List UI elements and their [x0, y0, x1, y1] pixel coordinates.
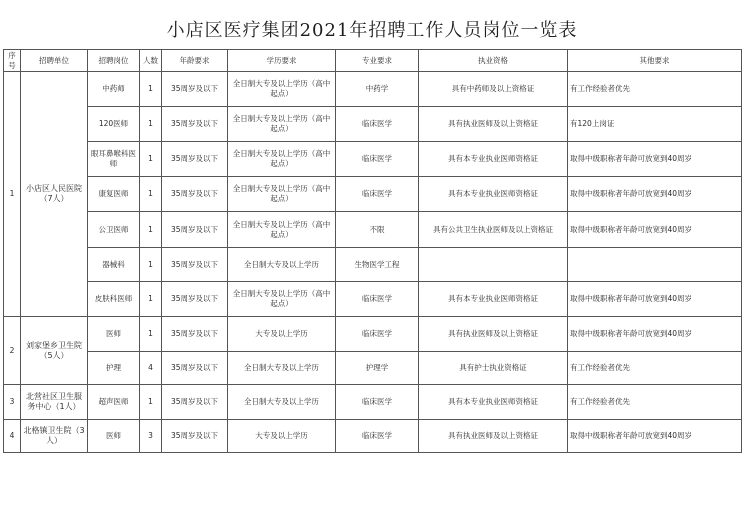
- other-cell: 取得中级职称者年龄可放宽到40周岁: [568, 282, 742, 317]
- other-cell: 有工作经验者优先: [568, 385, 742, 420]
- table-row: [4, 107, 742, 142]
- education-cell: 全日制大专及以上学历: [228, 248, 336, 282]
- count-cell: 1: [140, 212, 162, 248]
- major-cell: 临床医学: [336, 107, 419, 142]
- header-count: 人数: [140, 50, 162, 72]
- count-cell: 1: [140, 142, 162, 177]
- count-cell: 1: [140, 72, 162, 107]
- certificate-cell: [419, 248, 568, 282]
- post-cell: 护理: [88, 352, 140, 385]
- major-cell: 临床医学: [336, 385, 419, 420]
- count-cell: 3: [140, 420, 162, 453]
- post-cell: 皮肤科医师: [88, 282, 140, 317]
- education-cell: 大专及以上学历: [228, 420, 336, 453]
- unit-no: 2: [4, 317, 21, 385]
- education-cell: 全日制大专及以上学历（高中起点）: [228, 177, 336, 212]
- other-cell: 取得中级职称者年龄可放宽到40周岁: [568, 142, 742, 177]
- post-cell: 120医师: [88, 107, 140, 142]
- table-row: [4, 420, 742, 453]
- major-cell: 临床医学: [336, 317, 419, 352]
- other-cell: 有120上岗证: [568, 107, 742, 142]
- age-cell: 35周岁及以下: [162, 107, 228, 142]
- header-certificate: 执业资格: [419, 50, 568, 72]
- major-cell: 临床医学: [336, 420, 419, 453]
- education-cell: 全日制大专及以上学历（高中起点）: [228, 142, 336, 177]
- post-cell: 超声医师: [88, 385, 140, 420]
- count-cell: 1: [140, 317, 162, 352]
- table-row: [4, 385, 742, 420]
- table-row: [4, 72, 742, 107]
- table-row: [4, 142, 742, 177]
- count-cell: 1: [140, 177, 162, 212]
- table-row: [4, 352, 742, 385]
- header-other: 其他要求: [568, 50, 742, 72]
- age-cell: 35周岁及以下: [162, 72, 228, 107]
- table-row: [4, 248, 742, 282]
- other-cell: 有工作经验者优先: [568, 72, 742, 107]
- other-cell: 取得中级职称者年龄可放宽到40周岁: [568, 317, 742, 352]
- count-cell: 1: [140, 282, 162, 317]
- count-cell: 1: [140, 107, 162, 142]
- major-cell: 护理学: [336, 352, 419, 385]
- age-cell: 35周岁及以下: [162, 248, 228, 282]
- header-post: 招聘岗位: [88, 50, 140, 72]
- post-cell: 器械科: [88, 248, 140, 282]
- other-cell: 取得中级职称者年龄可放宽到40周岁: [568, 420, 742, 453]
- header-education: 学历要求: [228, 50, 336, 72]
- unit-no: 3: [4, 385, 21, 420]
- other-cell: [568, 248, 742, 282]
- age-cell: 35周岁及以下: [162, 212, 228, 248]
- major-cell: 临床医学: [336, 282, 419, 317]
- education-cell: 全日制大专及以上学历: [228, 352, 336, 385]
- count-cell: 1: [140, 385, 162, 420]
- major-cell: 临床医学: [336, 142, 419, 177]
- major-cell: 临床医学: [336, 177, 419, 212]
- certificate-cell: 具有执业医师及以上资格证: [419, 420, 568, 453]
- age-cell: 35周岁及以下: [162, 420, 228, 453]
- table-header-row: [4, 50, 742, 72]
- other-cell: 取得中级职称者年龄可放宽到40周岁: [568, 177, 742, 212]
- certificate-cell: 具有执业医师及以上资格证: [419, 317, 568, 352]
- header-no: 序号: [4, 50, 21, 72]
- count-cell: 4: [140, 352, 162, 385]
- age-cell: 35周岁及以下: [162, 177, 228, 212]
- certificate-cell: 具有本专业执业医师资格证: [419, 177, 568, 212]
- recruitment-table: [3, 49, 742, 453]
- education-cell: 全日制大专及以上学历: [228, 385, 336, 420]
- table-row: [4, 317, 742, 352]
- page-title: 小店区医疗集团2021年招聘工作人员岗位一览表: [166, 20, 578, 41]
- certificate-cell: 具有中药师及以上资格证: [419, 72, 568, 107]
- table-row: [4, 212, 742, 248]
- header-major: 专业要求: [336, 50, 419, 72]
- table-row: [4, 177, 742, 212]
- age-cell: 35周岁及以下: [162, 142, 228, 177]
- education-cell: 大专及以上学历: [228, 317, 336, 352]
- header-age: 年龄要求: [162, 50, 228, 72]
- certificate-cell: 具有本专业执业医师资格证: [419, 142, 568, 177]
- education-cell: 全日制大专及以上学历（高中起点）: [228, 282, 336, 317]
- other-cell: 取得中级职称者年龄可放宽到40周岁: [568, 212, 742, 248]
- unit-name: 北格镇卫生院（3人）: [21, 420, 88, 453]
- table-row: [4, 282, 742, 317]
- post-cell: 中药师: [88, 72, 140, 107]
- post-cell: 公卫医师: [88, 212, 140, 248]
- education-cell: 全日制大专及以上学历（高中起点）: [228, 212, 336, 248]
- major-cell: 中药学: [336, 72, 419, 107]
- certificate-cell: 具有护士执业资格证: [419, 352, 568, 385]
- age-cell: 35周岁及以下: [162, 282, 228, 317]
- unit-no: 1: [4, 72, 21, 317]
- other-cell: 有工作经验者优先: [568, 352, 742, 385]
- age-cell: 35周岁及以下: [162, 352, 228, 385]
- post-cell: 医师: [88, 317, 140, 352]
- post-cell: 医师: [88, 420, 140, 453]
- unit-name: 北营社区卫生服务中心（1人）: [21, 385, 88, 420]
- post-cell: 眼耳鼻喉科医师: [88, 142, 140, 177]
- age-cell: 35周岁及以下: [162, 317, 228, 352]
- unit-no: 4: [4, 420, 21, 453]
- header-unit: 招聘单位: [21, 50, 88, 72]
- certificate-cell: 具有本专业执业医师资格证: [419, 385, 568, 420]
- unit-name: 刘家堡乡卫生院（5人）: [21, 317, 88, 385]
- certificate-cell: 具有本专业执业医师资格证: [419, 282, 568, 317]
- post-cell: 康复医师: [88, 177, 140, 212]
- major-cell: 不限: [336, 212, 419, 248]
- count-cell: 1: [140, 248, 162, 282]
- education-cell: 全日制大专及以上学历（高中起点）: [228, 72, 336, 107]
- age-cell: 35周岁及以下: [162, 385, 228, 420]
- major-cell: 生物医学工程: [336, 248, 419, 282]
- certificate-cell: 具有执业医师及以上资格证: [419, 107, 568, 142]
- education-cell: 全日制大专及以上学历（高中起点）: [228, 107, 336, 142]
- certificate-cell: 具有公共卫生执业医师及以上资格证: [419, 212, 568, 248]
- unit-name: 小店区人民医院（7人）: [21, 72, 88, 317]
